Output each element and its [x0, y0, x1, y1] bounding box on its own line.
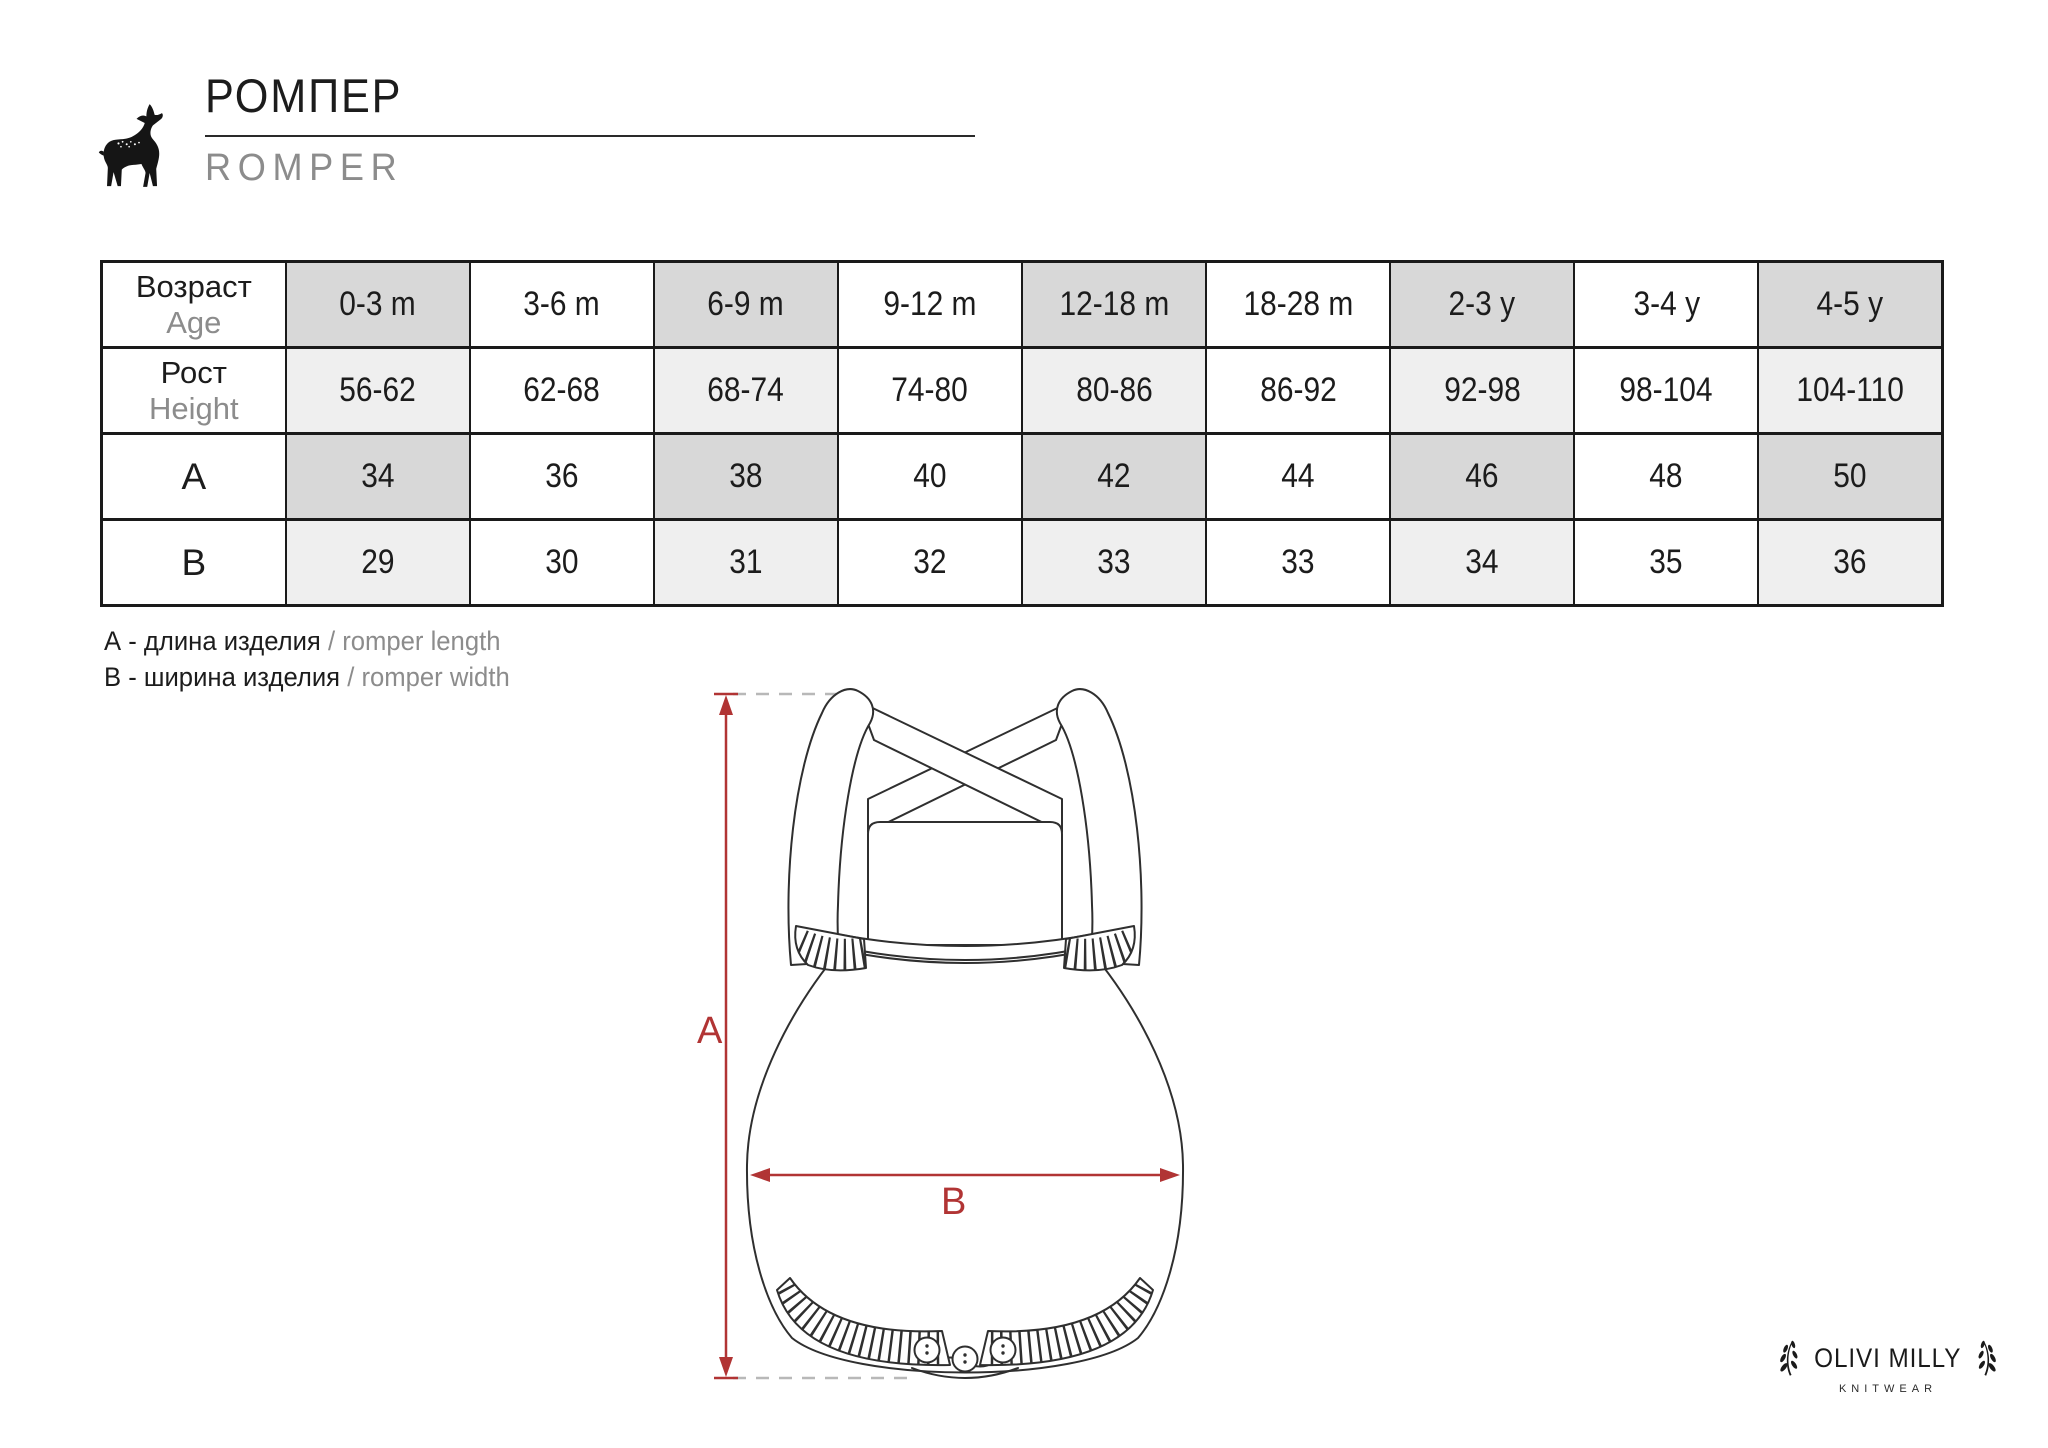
age-cell: 2-3 y: [1390, 262, 1574, 348]
dimension-a-label: A: [697, 1010, 723, 1052]
length-a-cell: 44: [1206, 434, 1390, 520]
length-a-cell: 36: [470, 434, 654, 520]
row-label-a: A: [102, 434, 286, 520]
table-row-width-b: [102, 520, 1943, 606]
row-label-age: Возраст Age: [102, 262, 286, 348]
height-cell: 74-80: [838, 348, 1022, 434]
legend: [104, 624, 531, 696]
width-b-cell: 34: [1390, 520, 1574, 606]
bib-panel: [868, 822, 1062, 945]
height-cell: 68-74: [654, 348, 838, 434]
legend-line-b: В - ширина изделия / romper width: [104, 661, 510, 692]
outer-strap-right: [1057, 689, 1142, 965]
waist-rib-right: [1064, 926, 1135, 970]
width-b-cell: 36: [1758, 520, 1942, 606]
deer-logo-icon: [98, 100, 180, 200]
legend-line-a: А - длина изделия / romper length: [104, 626, 501, 656]
title-block: [205, 68, 985, 190]
length-a-cell: 42: [1022, 434, 1206, 520]
age-cell: 4-5 y: [1758, 262, 1942, 348]
height-cell: 104-110: [1758, 348, 1942, 434]
page-title: РОМПЕР: [205, 69, 403, 122]
brand-logo: [1778, 1338, 1998, 1395]
height-cell: 80-86: [1022, 348, 1206, 434]
length-a-cell: 48: [1574, 434, 1758, 520]
title-divider: [205, 135, 975, 137]
width-b-cell: 29: [286, 520, 470, 606]
row-label-b: B: [102, 520, 286, 606]
waist-rib-left: [795, 926, 866, 970]
size-table: [100, 260, 1944, 607]
width-b-cell: 31: [654, 520, 838, 606]
length-a-cell: 50: [1758, 434, 1942, 520]
table-row-length-a: [102, 434, 1943, 520]
table-row-age: [102, 262, 1943, 348]
age-cell: 6-9 m: [654, 262, 838, 348]
height-cell: 86-92: [1206, 348, 1390, 434]
height-cell: 98-104: [1574, 348, 1758, 434]
age-cell: 0-3 m: [286, 262, 470, 348]
length-a-cell: 40: [838, 434, 1022, 520]
width-b-cell: 33: [1206, 520, 1390, 606]
width-b-cell: 30: [470, 520, 654, 606]
page-subtitle: ROMPER: [205, 147, 404, 189]
age-cell: 3-6 m: [470, 262, 654, 348]
age-cell: 18-28 m: [1206, 262, 1390, 348]
age-cell: 9-12 m: [838, 262, 1022, 348]
width-b-cell: 33: [1022, 520, 1206, 606]
height-cell: 92-98: [1390, 348, 1574, 434]
laurel-left-icon: [1778, 1338, 1800, 1378]
width-b-cell: 32: [838, 520, 1022, 606]
outer-strap-left: [788, 689, 873, 965]
dimension-b-label: B: [941, 1181, 967, 1223]
length-a-cell: 34: [286, 434, 470, 520]
brand-name: OLIVI MILLY: [1814, 1342, 1962, 1373]
length-a-cell: 46: [1390, 434, 1574, 520]
width-b-cell: 35: [1574, 520, 1758, 606]
laurel-right-icon: [1976, 1338, 1998, 1378]
height-cell: 62-68: [470, 348, 654, 434]
age-cell: 12-18 m: [1022, 262, 1206, 348]
romper-diagram: [690, 660, 1250, 1400]
brand-tagline: KNITWEAR: [1838, 1383, 1938, 1395]
length-a-cell: 38: [654, 434, 838, 520]
age-cell: 3-4 y: [1574, 262, 1758, 348]
row-label-height: Рост Height: [102, 348, 286, 434]
table-row-height: [102, 348, 1943, 434]
height-cell: 56-62: [286, 348, 470, 434]
